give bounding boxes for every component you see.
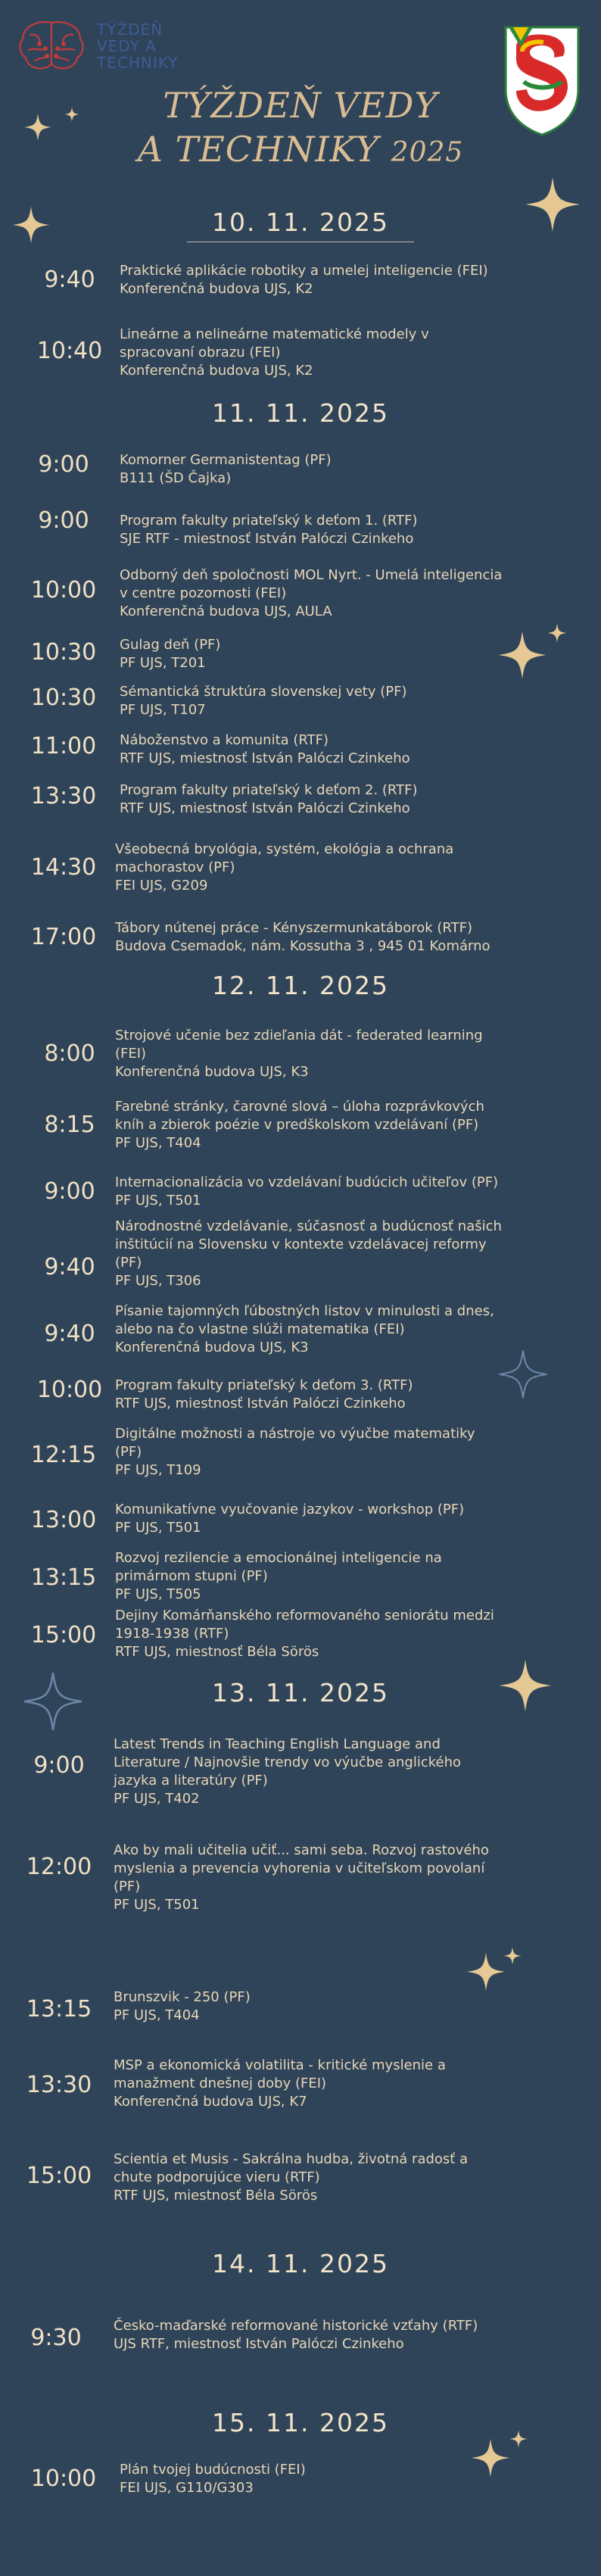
event-line: Písanie tajomných ľúbostných listov v minulosti a dnes, [115, 1303, 494, 1319]
event-line: Strojové učenie bez zdieľania dát - federated learning [115, 1028, 483, 1043]
brand-line: TÝŽDEŇ [97, 20, 163, 39]
event-line: PF UJS, T501 [114, 1897, 200, 1913]
event-details [120, 781, 601, 818]
event-details [114, 2057, 598, 2111]
event-line: Scientia et Musis - Sakrálna hudba, životná radosť a [114, 2151, 469, 2167]
event-details [120, 683, 601, 719]
event-details [114, 2150, 598, 2205]
event-time: 10:00 [30, 577, 97, 603]
event-line: v centre pozornosti (FEI) [120, 585, 287, 601]
event-details [115, 1377, 599, 1413]
day-date: 12. 11. 2025 [212, 971, 389, 1000]
event-line: PF UJS, T404 [114, 2007, 200, 2023]
event-details [120, 731, 601, 768]
event-details [115, 840, 599, 895]
event-line: Náboženstvo a komunita (RTF) [120, 732, 329, 748]
day-date: 11. 11. 2025 [212, 398, 389, 428]
event-line: Praktické aplikácie robotiky a umelej inteligencie (FEI) [120, 263, 488, 279]
event-details [115, 1549, 599, 1604]
event-line: PF UJS, T109 [115, 1462, 201, 1478]
event-time: 9:00 [38, 507, 89, 534]
event-line: Odborný deň spoločnosti MOL Nyrt. - Umelá inteligencia [120, 567, 503, 583]
event-line: Farebné stránky, čarovné slová – úloha rozprávkových [115, 1099, 484, 1115]
event-time: 15:00 [26, 2163, 92, 2189]
brain-circuit-icon [14, 17, 89, 77]
event-line: (PF) [115, 1444, 142, 1460]
day-date: 15. 11. 2025 [212, 2408, 389, 2437]
event-line: (PF) [114, 1879, 141, 1895]
event-time: 12:15 [30, 1442, 97, 1468]
day-date: 14. 11. 2025 [212, 2249, 389, 2278]
event-line: Latest Trends in Teaching English Language and [114, 1736, 441, 1752]
brand-wordmark [97, 21, 178, 71]
event-time: 17:00 [30, 924, 97, 950]
event-time: 10:30 [30, 685, 97, 711]
event-line: B111 (ŠD Čajka) [120, 470, 232, 486]
event-line: Konferenčná budova UJS, K3 [115, 1339, 309, 1355]
event-details [120, 262, 601, 298]
event-line: Česko-maďarské reformované historické vzťahy (RTF) [114, 2318, 478, 2334]
day-header [0, 2408, 601, 2437]
event-details [115, 1425, 599, 1480]
event-time: 13:15 [30, 1564, 97, 1591]
day-header [0, 1678, 601, 1707]
title-line: A TECHNIKY [137, 129, 380, 170]
event-line: PF UJS, T404 [115, 1135, 201, 1151]
title-line: TÝŽDEŇ VEDY [163, 85, 438, 126]
event-line: Konferenčná budova UJS, K3 [115, 1064, 309, 1080]
event-line: Internacionalizácia vo vzdelávaní budúcich učiteľov (PF) [115, 1174, 499, 1190]
event-time: 9:00 [38, 451, 89, 478]
event-details [115, 1218, 599, 1290]
event-line: jazyka a literatúry (PF) [114, 1773, 268, 1789]
event-time: 15:00 [30, 1622, 97, 1648]
event-line: primárnom stupni (PF) [115, 1568, 268, 1584]
event-time: 9:00 [44, 1178, 95, 1205]
event-line: MSP a ekonomická volatilita - kritické myslenie a [114, 2057, 446, 2073]
event-details [115, 1607, 599, 1661]
event-details [115, 1174, 599, 1210]
event-line: chute podporujúce vieru (RTF) [114, 2169, 320, 2185]
event-line: RTF UJS, miestnosť István Palóczi Czinkeho [120, 750, 410, 766]
event-line: Konferenčná budova UJS, K2 [120, 363, 313, 379]
event-time: 13:00 [30, 1507, 97, 1533]
sparkle-icon [503, 1946, 522, 1966]
event-time: 14:30 [30, 854, 97, 881]
event-line: PF UJS, T107 [120, 702, 206, 718]
event-line: 1918-1938 (RTF) [115, 1626, 229, 1642]
event-time: 13:15 [26, 1996, 92, 2022]
event-line: Program fakulty priateľský k deťom 2. (RTF) [120, 782, 418, 798]
event-time: 10:40 [36, 338, 103, 364]
event-details [120, 2461, 601, 2497]
event-line: myslenia a prevencia vyhorenia v učiteľskom povolaní [114, 1860, 485, 1876]
event-details [120, 512, 601, 548]
event-time: 9:00 [33, 1752, 85, 1779]
day-header [0, 398, 601, 428]
event-line: PF UJS, T501 [115, 1520, 201, 1536]
event-line: Komorner Germanistentag (PF) [120, 452, 332, 468]
event-line: Dejiny Komárňanského reformovaného seniorátu medzi [115, 1608, 494, 1623]
event-logo [14, 17, 195, 77]
event-line: Digitálne možnosti a nástroje vo výučbe matematiky [115, 1426, 475, 1442]
event-time: 13:30 [26, 2072, 92, 2098]
event-line: UJS RTF, miestnosť István Palóczi Czinkeho [114, 2336, 404, 2352]
event-time: 10:00 [30, 2465, 97, 2492]
event-line: PF UJS, T505 [115, 1586, 201, 1602]
event-time: 8:00 [44, 1040, 95, 1067]
day-header [0, 207, 601, 242]
brand-line: VEDY A [97, 37, 157, 55]
event-details [120, 566, 581, 621]
event-details [120, 326, 601, 380]
event-line: Program fakulty priateľský k deťom 1. (RTF) [120, 513, 418, 529]
event-line: Všeobecná bryológia, systém, ekológia a ochrana [115, 841, 454, 857]
event-time: 8:15 [44, 1112, 95, 1138]
event-line: FEI UJS, G110/G303 [120, 2480, 254, 2496]
page-title [0, 83, 601, 175]
event-line: PF UJS, T306 [115, 1273, 201, 1289]
event-line: Budova Csemadok, nám. Kossutha 3 , 945 01 Komárno [115, 938, 490, 954]
day-date: 10. 11. 2025 [212, 207, 389, 237]
event-details [114, 2317, 598, 2353]
event-line: kníh a zbierok poézie v predškolskom vzdelávaní (PF) [115, 1117, 479, 1133]
event-line: Brunszvik - 250 (PF) [114, 1989, 251, 2005]
event-line: SJE RTF - miestnosť István Palóczi Czinkeho [120, 531, 414, 547]
event-details [115, 1098, 599, 1152]
event-line: FEI UJS, G209 [115, 878, 208, 893]
event-details [115, 1302, 599, 1357]
event-time: 9:40 [44, 267, 95, 293]
event-line: Národnostné vzdelávanie, súčasnosť a budúcnosť našich [115, 1218, 502, 1234]
event-line: Gulag deň (PF) [120, 637, 221, 653]
event-line: PF UJS, T501 [115, 1193, 201, 1208]
event-line: Ako by mali učitelia učiť... sami seba. Rozvoj rastového [114, 1842, 489, 1858]
event-line: manažment dnešnej doby (FEI) [114, 2075, 327, 2091]
event-line: RTF UJS, miestnosť István Palóczi Czinkeho [120, 800, 410, 816]
event-details [114, 1842, 598, 1914]
event-line: Tábory nútenej práce - Kényszermunkatáborok (RTF) [115, 920, 472, 936]
title-year: 2025 [391, 137, 464, 168]
event-line: RTF UJS, miestnosť Béla Sörös [114, 2188, 318, 2203]
event-time: 11:00 [30, 733, 97, 759]
event-line: Literature / Najnovšie trendy vo výučbe anglického [114, 1754, 461, 1770]
event-time: 10:00 [36, 1377, 103, 1403]
event-line: (FEI) [115, 1046, 147, 1062]
title-line-2 [0, 127, 601, 175]
event-time: 9:30 [30, 2325, 82, 2351]
event-details [114, 1988, 598, 2025]
event-line: Konferenčná budova UJS, K2 [120, 281, 313, 297]
event-line: Plán tvojej budúcnosti (FEI) [120, 2462, 306, 2478]
sparkle-icon [465, 1951, 507, 1993]
event-line: alebo na čo vlastne slúži matematika (FEI) [115, 1321, 405, 1337]
event-time: 9:40 [44, 1254, 95, 1280]
day-date: 13. 11. 2025 [212, 1678, 389, 1707]
event-line: Konferenčná budova UJS, AULA [120, 603, 332, 619]
event-line: RTF UJS, miestnosť István Palóczi Czinkeho [115, 1396, 406, 1411]
day-header [0, 2249, 601, 2278]
event-line: machorastov (PF) [115, 859, 235, 875]
day-header [0, 971, 601, 1000]
event-line: RTF UJS, miestnosť Béla Sörös [115, 1644, 319, 1660]
event-line: Sémantická štruktúra slovenskej vety (PF) [120, 684, 407, 700]
event-time: 12:00 [26, 1854, 92, 1880]
brand-line: TECHNIKY [97, 54, 179, 72]
event-details [120, 636, 601, 672]
event-line: inštitúcií na Slovensku v kontexte vzdelávacej reformy [115, 1237, 487, 1252]
event-line: Lineárne a nelineárne matematické modely v [120, 326, 429, 342]
event-line: Konferenčná budova UJS, K7 [114, 2094, 307, 2110]
event-line: Rozvoj rezilencie a emocionálnej inteligencie na [115, 1550, 442, 1566]
event-details [114, 1736, 598, 1808]
event-line: Komunikatívne vyučovanie jazykov - workshop (PF) [115, 1502, 465, 1517]
event-line: Program fakulty priateľský k deťom 3. (RTF) [115, 1377, 413, 1393]
event-line: PF UJS, T402 [114, 1791, 200, 1807]
event-time: 10:30 [30, 639, 97, 666]
event-details [115, 919, 599, 956]
event-line: PF UJS, T201 [120, 655, 206, 671]
event-time: 13:30 [30, 783, 97, 809]
event-line: spracovaní obrazu (FEI) [120, 345, 281, 360]
event-time: 9:40 [44, 1321, 95, 1347]
event-line: (PF) [115, 1255, 142, 1271]
event-details [115, 1501, 599, 1537]
event-details [115, 1027, 599, 1081]
event-details [120, 451, 601, 488]
